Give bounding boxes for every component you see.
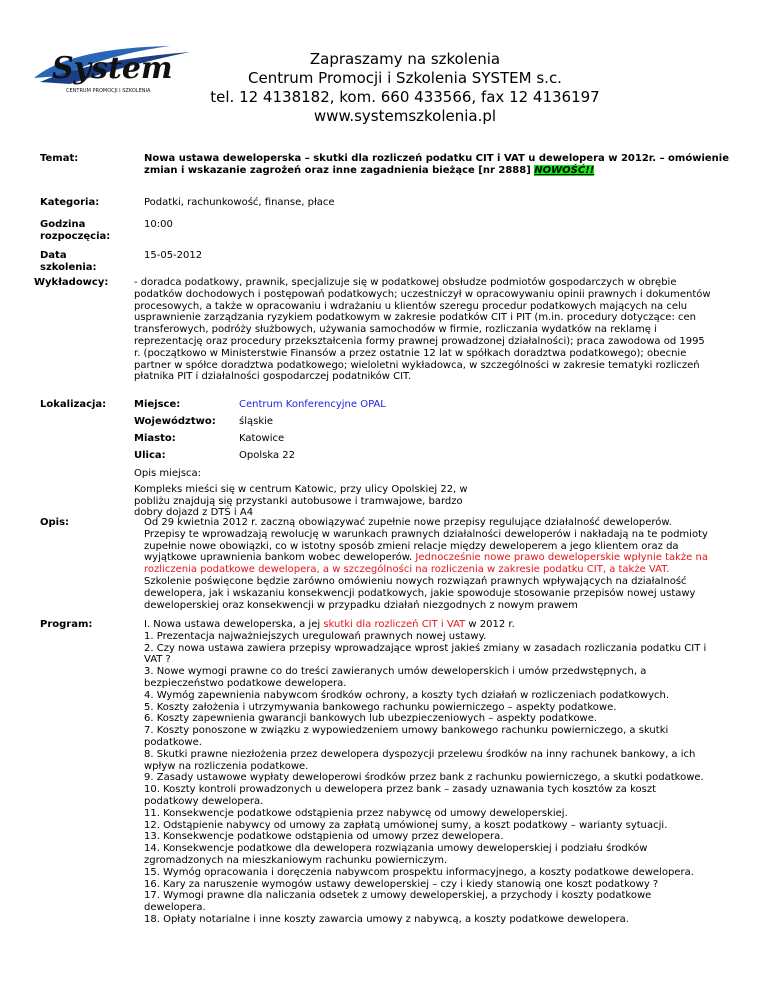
godzina-label-line-2: rozpoczęcia: [40, 230, 111, 242]
program-label: Program: [40, 619, 93, 630]
program-item: wpływ na rozliczenia podatkowe. [144, 760, 309, 772]
loc-row-ulica [134, 450, 386, 467]
temat-value [144, 153, 734, 177]
program-item: 11. Konsekwencje podatkowe odstąpienia przez nabywcę od umowy deweloperskiej. [144, 807, 568, 819]
wykladowcy-line: - doradca podatkowy, prawnik, specjalizuje się w podatkowej obsłudze podmiotów gospodarczych w obrębie [134, 277, 677, 288]
header-line-1: Zapraszamy na szkolenia [309, 50, 501, 68]
wykladowcy-value [134, 277, 740, 383]
program-item: 16. Kary za naruszenie wymogów ustawy deweloperskiej – czy i kiedy stanowią one koszt podatkowy ? [144, 878, 659, 890]
program-item: dewelopera. [144, 902, 206, 914]
opis-line: Od 29 kwietnia 2012 r. zaczną obowiązywać zupełnie nowe przepisy regulujące działalność deweloperów. [144, 517, 672, 528]
miasto-label: Miasto: [134, 433, 176, 444]
loc-row-wojewodztwo [134, 416, 386, 433]
opis-miejsca-label: Opis miejsca: [134, 468, 202, 479]
wykladowcy-line: reprezentację oraz procedury przekształcenia formy prawnej prowadzonej działalności); praca zawodowa od 1995 [134, 335, 705, 347]
program-item: 15. Wymóg opracowania i doręczenia nabywcom prospektu informacyjnego, a koszty podatkowe dewelopera. [144, 866, 694, 878]
opis-miejsca-line: dobry dojazd z DTŚ i A4 [134, 507, 254, 519]
header [190, 50, 620, 126]
program-item: podatkowe. [144, 736, 202, 748]
program-item: 8. Skutki prawne niezłożenia przez dewelopera dyspozycji przelewu środków na inny rachunek bankowy, a ich [144, 748, 696, 760]
opis-miejsca-line: Kompleks mieści się w centrum Katowic, przy ulicy Opolskiej 22, w [134, 483, 468, 495]
loc-row-miejsce [134, 399, 386, 416]
new-badge: NOWOŚĆ!! [534, 164, 595, 176]
opis-line: zupełnie nowe obowiązki, co w istotny sposób zmieni relacje między deweloperem a jego klientem oraz da [144, 540, 679, 552]
kategoria-label: Kategoria: [40, 197, 100, 208]
opis-line: Szkolenie poświęcone będzie zarówno omówieniu nowych rozwiązań prawnych wpływających na działalność [144, 575, 687, 587]
program-item: 13. Konsekwencje podatkowe odstąpienia od umowy przez dewelopera. [144, 831, 504, 843]
wykladowcy-line: płatnika PIT i działalności gospodarczej podatników CIT. [134, 371, 412, 383]
opis-line: Przepisy te wprowadzają rewolucję w warunkach prawnych działalności deweloperów i nakładają na te podmioty [144, 528, 708, 540]
opis-label: Opis: [40, 517, 70, 528]
program-item: 4. Wymóg zapewnienia nabywcom środków ochrony, a koszty tych działań w rozliczeniach podatkowych. [144, 689, 670, 701]
logo-graphic [30, 40, 200, 98]
program-text [144, 619, 764, 926]
wykladowcy-label: Wykładowcy: [34, 277, 109, 288]
godzina-label-line-1: Godzina [40, 219, 86, 230]
wykladowcy-line: r. (początkowo w Ministerstwie Finansów a przez ostatnie 12 lat w spółkach doradztwa podatkowego); obecnie [134, 347, 687, 359]
program-item: zgromadzonych na mieszkaniowym rachunku powierniczym. [144, 854, 448, 866]
opis-line: wyjątkowe uprawnienia bankom wobec deweloperów. Jednocześnie nowe prawo deweloperskie wpłynie także na [144, 552, 708, 564]
wojewodztwo-value: śląskie [239, 416, 274, 427]
lokalizacja-block [134, 399, 534, 519]
program-item: 14. Konsekwencje podatkowe dla dewelopera rozwiązania umowy deweloperskiej i podziału środków [144, 843, 648, 855]
program-heading [144, 619, 764, 631]
ulica-value: Opolska 22 [239, 450, 295, 461]
opis-line: dewelopera, jak i wskazaniu konsekwencji podatkowych, jakie spowoduje stosowanie przepisów nowej ustawy [144, 587, 696, 599]
kategoria-value: Podatki, rachunkowość, finanse, płace [144, 197, 335, 208]
program-item: VAT ? [144, 654, 171, 666]
wykladowcy-line: transferowych, podróży służbowych, używania samochodów w firmie, rozliczania wydatków na reklamę i [134, 324, 657, 336]
header-line-4: www.systemszkolenia.pl [313, 107, 497, 125]
program-heading-pre: I. Nowa ustawa deweloperska, a jej [144, 619, 324, 630]
wykladowcy-line: podatków dochodowych i postępowań podatkowych; uczestniczył w opracowywaniu opinii prawnych i dokumentów [134, 288, 711, 300]
ulica-label: Ulica: [134, 450, 166, 461]
godzina-label [40, 219, 130, 243]
data-label-line-1: Data [40, 250, 67, 261]
miejsce-link[interactable]: Centrum Konferencyjne OPAL [239, 399, 386, 410]
program-item: 17. Wymogi prawne dla naliczania odsetek z umowy deweloperskiej, a przychody i koszty podatkowe [144, 890, 652, 902]
logo-tagline: CENTRUM PROMOCJI I SZKOLENIA [66, 88, 151, 94]
wykladowcy-line: procesowych, a także w opracowaniu i wdrażaniu u klientów szeregu procedur podatkowych mających na celu [134, 300, 688, 312]
wojewodztwo-label: Województwo: [134, 416, 216, 427]
opis-miejsca-line: pobliżu znajdują się przystanki autobusowe i tramwajowe, bardzo [134, 495, 463, 507]
temat-text: Nowa ustawa deweloperska – skutki dla rozliczeń podatku CIT i VAT u dewelopera w 2012r. – omówienie zmian i wskazanie zagrożeń oraz inne zagadnienia bieżące [nr 2888] [144, 153, 729, 176]
program-item: 9. Zasady ustawowe wypłaty deweloperowi środków przez bank z rachunku powierniczego, a skutki podatkowe. [144, 772, 704, 784]
loc-row-miasto [134, 433, 386, 450]
opis-miejsca-text [134, 484, 534, 519]
godzina-value: 10:00 [144, 219, 173, 230]
program-item: 5. Koszty założenia i utrzymywania bankowego rachunku powierniczego – aspekty podatkowe. [144, 701, 617, 713]
system-logo [30, 40, 200, 98]
logo-word: System [52, 51, 173, 86]
program-item: 3. Nowe wymogi prawne co do treści zawieranych umów deweloperskich i umów przedwstępnych, a [144, 666, 647, 678]
header-line-3: tel. 12 4138182, kom. 660 433566, fax 12 4136197 [210, 88, 600, 106]
program-item: 12. Odstąpienie nabywcy od umowy za zapłatą umówionej sumy, a koszt podatkowy – warianty sytuacji. [144, 819, 668, 831]
program-item: 2. Czy nowa ustawa zawiera przepisy wprowadzające wprost jakieś zmiany w zasadach rozliczania podatku CIT i [144, 642, 707, 654]
opis-text [144, 517, 764, 611]
program-heading-red: skutki dla rozliczeń CIT i VAT [323, 619, 466, 630]
lokalizacja-label: Lokalizacja: [40, 399, 107, 410]
data-value: 15-05-2012 [144, 250, 203, 261]
program-item: podatkowy dewelopera. [144, 795, 264, 807]
program-item: 6. Koszty zapewnienia gwarancji bankowych lub ubezpieczeniowych – aspekty podatkowe. [144, 713, 598, 725]
wykladowcy-line: partner w spółce doradztwa podatkowego; wieloletni wykładowca, w szczególności w zakresie tematyki rozliczeń [134, 359, 700, 371]
program-item: 18. Opłaty notarialne i inne koszty zawarcia umowy z nabywcą, a koszty podatkowe dewelopera. [144, 913, 629, 925]
program-item: 7. Koszty ponoszone w związku z wypowiedzeniem umowy bankowego rachunku powierniczego, a skutki [144, 725, 669, 737]
header-line-2: Centrum Promocji i Szkolenia SYSTEM s.c. [248, 69, 562, 87]
data-label-line-2: szkolenia: [40, 261, 97, 273]
miejsce-label: Miejsce: [134, 399, 181, 410]
data-label [40, 250, 130, 274]
program-item: bezpieczeństwo podatkowe dewelopera. [144, 677, 347, 689]
wykladowcy-line: usprawnienie zarządzania ryzykiem podatkowym w zakresie podatków CIT i PIT (m.in. procedury dotyczące: cen [134, 312, 696, 324]
miasto-value: Katowice [239, 433, 285, 444]
program-item: 10. Koszty kontroli prowadzonych u dewelopera przez bank – zasady uznawania tych kosztów za koszt [144, 784, 657, 796]
opis-line: deweloperskiej oraz konsekwencji w przypadku działań niezgodnych z nowym prawem [144, 599, 578, 611]
lokalizacja-table [134, 399, 386, 467]
opis-line: rozliczenia podatkowe dewelopera, a w szczególności na rozliczenia w zakresie podatku CIT, a także VAT. [144, 564, 670, 576]
temat-label: Temat: [40, 153, 79, 164]
program-heading-post: w 2012 r. [465, 619, 515, 630]
program-item: 1. Prezentacja najważniejszych uregulowań prawnych nowej ustawy. [144, 630, 487, 642]
